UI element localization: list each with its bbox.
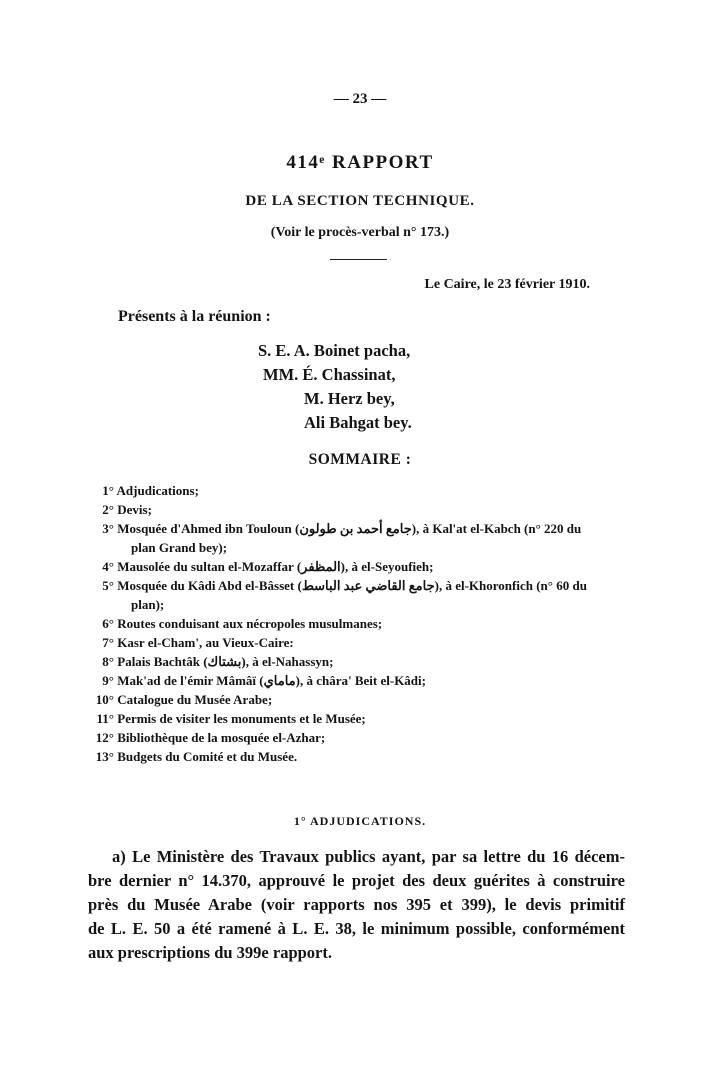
list-item xyxy=(88,711,366,727)
list-item xyxy=(88,635,294,651)
item-number: 8° xyxy=(102,654,114,669)
list-item xyxy=(88,578,587,594)
list-item xyxy=(88,559,433,575)
item-number: 5° xyxy=(102,578,114,593)
item-number: 1° xyxy=(102,483,114,498)
list-item xyxy=(88,483,199,499)
item-number: 10° xyxy=(95,692,114,707)
item-text: Budgets du Comité et du Musée. xyxy=(117,749,298,764)
list-item xyxy=(88,654,333,670)
list-item xyxy=(88,616,382,632)
item-number: 3° xyxy=(102,521,114,536)
paragraph-line: près du Musée Arabe (voir rapports nos 395 et 399), le devis primitif xyxy=(88,895,625,914)
item-number: 9° xyxy=(102,673,114,688)
item-text: Palais Bachtâk (بشتاك), à el-Nahassyn; xyxy=(117,654,334,669)
presents-label: Présents à la réunion : xyxy=(118,308,271,325)
list-item-continuation: plan); xyxy=(131,597,165,612)
item-number: 11° xyxy=(96,711,114,726)
list-item xyxy=(88,673,426,689)
item-text: Permis de visiter les monuments et le Musée; xyxy=(117,711,366,726)
item-text: Mosquée d'Ahmed ibn Touloun (جامع أحمد بن طولون), à Kal'at el-Kabch (n° 220 du xyxy=(117,521,582,536)
member-line: MM. É. Chassinat, xyxy=(263,365,396,384)
list-item xyxy=(88,749,297,765)
item-number: 13° xyxy=(95,749,114,764)
sommaire-heading: SOMMAIRE : xyxy=(308,451,412,468)
report-subtitle: DE LA SECTION TECHNIQUE. xyxy=(245,193,475,209)
list-item xyxy=(88,692,272,708)
dateline: Le Caire, le 23 février 1910. xyxy=(424,277,590,292)
report-reference: (Voir le procès-verbal n° 173.) xyxy=(270,225,450,240)
item-text: Kasr el-Cham', au Vieux-Caire: xyxy=(117,635,294,650)
item-number: 6° xyxy=(102,616,114,631)
item-number: 12° xyxy=(95,730,114,745)
separator-rule xyxy=(330,259,387,260)
item-text: Devis; xyxy=(117,502,152,517)
item-text: Adjudications; xyxy=(116,483,199,498)
paragraph-line: a) Le Ministère des Travaux publics ayant, par sa lettre du 16 décem- xyxy=(112,847,625,866)
member-line: M. Herz bey, xyxy=(304,389,395,408)
member-line: Ali Bahgat bey. xyxy=(304,413,412,432)
item-text: Routes conduisant aux nécropoles musulmanes; xyxy=(117,616,383,631)
list-item xyxy=(88,521,581,537)
page-number: — 23 — xyxy=(333,91,387,107)
section-heading: 1° ADJUDICATIONS. xyxy=(293,814,427,828)
item-number: 2° xyxy=(102,502,114,517)
item-text: Bibliothèque de la mosquée el-Azhar; xyxy=(117,730,326,745)
item-number: 4° xyxy=(102,559,114,574)
report-title: 414ᵉ RAPPORT xyxy=(286,152,434,173)
item-text: Catalogue du Musée Arabe; xyxy=(117,692,273,707)
list-item-continuation: plan Grand bey); xyxy=(131,540,228,555)
item-text: Mosquée du Kâdi Abd el-Bâsset (جامع القاضي عبد الباسط), à el-Khoronfich (n° 60 du xyxy=(117,578,587,593)
item-text: Mausolée du sultan el-Mozaffar (المظفر), à el-Seyoufieh; xyxy=(117,559,434,574)
list-item xyxy=(88,502,152,518)
paragraph-line: bre dernier n° 14.370, approuvé le projet des deux guérites à construire xyxy=(88,871,625,890)
item-text: Mak'ad de l'émir Mâmâï (ماماي), à châra' Beit el-Kâdi; xyxy=(117,673,426,688)
paragraph-line: aux prescriptions du 399e rapport. xyxy=(88,943,333,962)
member-line: S. E. A. Boinet pacha, xyxy=(258,341,411,360)
list-item xyxy=(88,730,325,746)
paragraph-line: de L. E. 50 a été ramené à L. E. 38, le minimum possible, conformément xyxy=(88,919,625,938)
item-number: 7° xyxy=(102,635,114,650)
